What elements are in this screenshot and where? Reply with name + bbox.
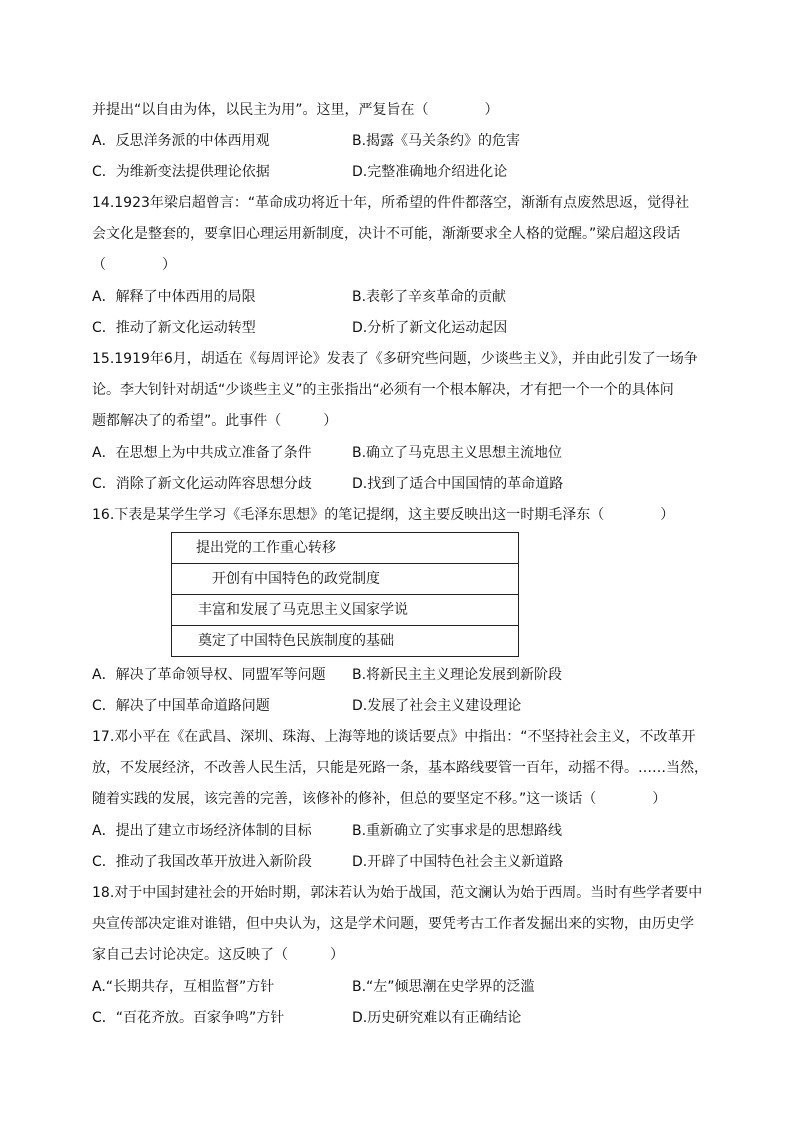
- q15-stem-line-3: 题都解决了的希望”。此事件（ ）: [92, 413, 338, 429]
- q14-stem-line-2: 会文化是整套的，要拿旧心理运用新制度，决计不可能，渐渐要求全人格的觉醒。”梁启超这段话: [92, 226, 681, 242]
- table-row: [172, 564, 519, 595]
- table-cell: 开创有中国特色的政党制度: [172, 564, 519, 595]
- q13-option-b: B.揭露《马关条约》的危害: [352, 133, 521, 149]
- q18-option-b: B.“左”倾思潮在史学界的泛滥: [352, 979, 535, 995]
- table-row: [172, 626, 519, 657]
- q17-stem-line-3: 随着实践的发展，该完善的完善，该修补的修补，但总的要坚定不移。”这一谈话（ ）: [92, 791, 667, 807]
- q13-option-d: D.完整准确地介绍进化论: [352, 164, 508, 180]
- q14-stem-line-1: 14.1923年梁启超曾言：“革命成功将近十年，所希望的件件都落空，渐渐有点废然思返，觉得社: [92, 195, 690, 211]
- q13-option-a: A．反思洋务派的中体西用观: [92, 133, 270, 149]
- q15-stem-line-2: 论。李大钊针对胡适“少谈些主义”的主张指出“必须有一个根本解决，才有把一个一个的具体问: [92, 382, 674, 398]
- q14-option-a: A．解释了中体西用的局限: [92, 289, 256, 305]
- q16-stem: 16.下表是某学生学习《毛泽东思想》的笔记提纲，这主要反映出这一时期毛泽东（ ）: [92, 507, 675, 523]
- table-cell: 奠定了中国特色民族制度的基础: [172, 626, 519, 657]
- q15-option-a: A．在思想上为中共成立准备了条件: [92, 445, 312, 461]
- q17-option-d: D.开辟了中国特色社会主义新道路: [352, 854, 564, 870]
- table-cell: 提出党的工作重心转移: [172, 533, 519, 564]
- q16-option-a: A．解决了革命领导权、同盟军等问题: [92, 667, 326, 683]
- q13-stem: 并提出“以自由为体，以民主为用”。这里，严复旨在（ ）: [92, 102, 499, 118]
- table-row: [172, 595, 519, 626]
- q17-option-a: A．提出了建立市场经济体制的目标: [92, 823, 312, 839]
- q18-option-c: C．“百花齐放。百家争鸣”方针: [92, 1010, 285, 1026]
- table-cell: 丰富和发展了马克思主义国家学说: [172, 595, 519, 626]
- q15-option-b: B.确立了马克思主义思想主流地位: [352, 445, 563, 461]
- q18-stem-line-3: 家自己去讨论决定。这反映了（ ）: [92, 947, 344, 963]
- table-row: [172, 533, 519, 564]
- q18-option-a: A.“长期共存，互相监督”方针: [92, 979, 275, 995]
- q18-option-d: D.历史研究难以有正确结论: [352, 1010, 522, 1026]
- q14-option-b: B.表彰了辛亥革命的贡献: [352, 289, 507, 305]
- q15-option-d: D.找到了适合中国国情的革命道路: [352, 476, 564, 492]
- q17-stem-line-2: 放，不发展经济，不改善人民生活，只能是死路一条，基本路线要管一百年，动摇不得。……当然，: [92, 760, 708, 776]
- q13-option-c: C．为维新变法提供理论依据: [92, 164, 270, 180]
- q17-stem-line-1: 17.邓小平在《在武昌、深圳、珠海、上海等地的谈话要点》中指出：“不坚持社会主义，不改革开: [92, 729, 696, 745]
- q14-option-c: C．推动了新文化运动转型: [92, 320, 256, 336]
- q17-option-c: C．推动了我国改革开放进入新阶段: [92, 854, 312, 870]
- q18-stem-line-2: 央宣传部决定谁对谁错，但中央认为，这是学术问题，要凭考古工作者发掘出来的实物，由历史学: [92, 916, 694, 932]
- q16-option-d: D.发展了社会主义建设理论: [352, 698, 522, 714]
- q16-option-b: B.将新民主主义理论发展到新阶段: [352, 667, 563, 683]
- notes-outline-table: [171, 532, 519, 657]
- q16-option-c: C．解决了中国革命道路问题: [92, 698, 270, 714]
- q15-stem-line-1: 15.1919年6月，胡适在《每周评论》发表了《多研究些问题，少谈些主义》，并由此引发了一场争: [92, 351, 698, 367]
- q14-option-d: D.分析了新文化运动起因: [352, 320, 508, 336]
- q15-option-c: C．消除了新文化运动阵容思想分歧: [92, 476, 312, 492]
- q18-stem-line-1: 18.对于中国封建社会的开始时期，郭沫若认为始于战国，范文澜认为始于西周。当时有些学者要中: [92, 885, 703, 901]
- q14-stem-line-3: （ ）: [92, 257, 176, 273]
- q17-option-b: B.重新确立了实事求是的思想路线: [352, 823, 563, 839]
